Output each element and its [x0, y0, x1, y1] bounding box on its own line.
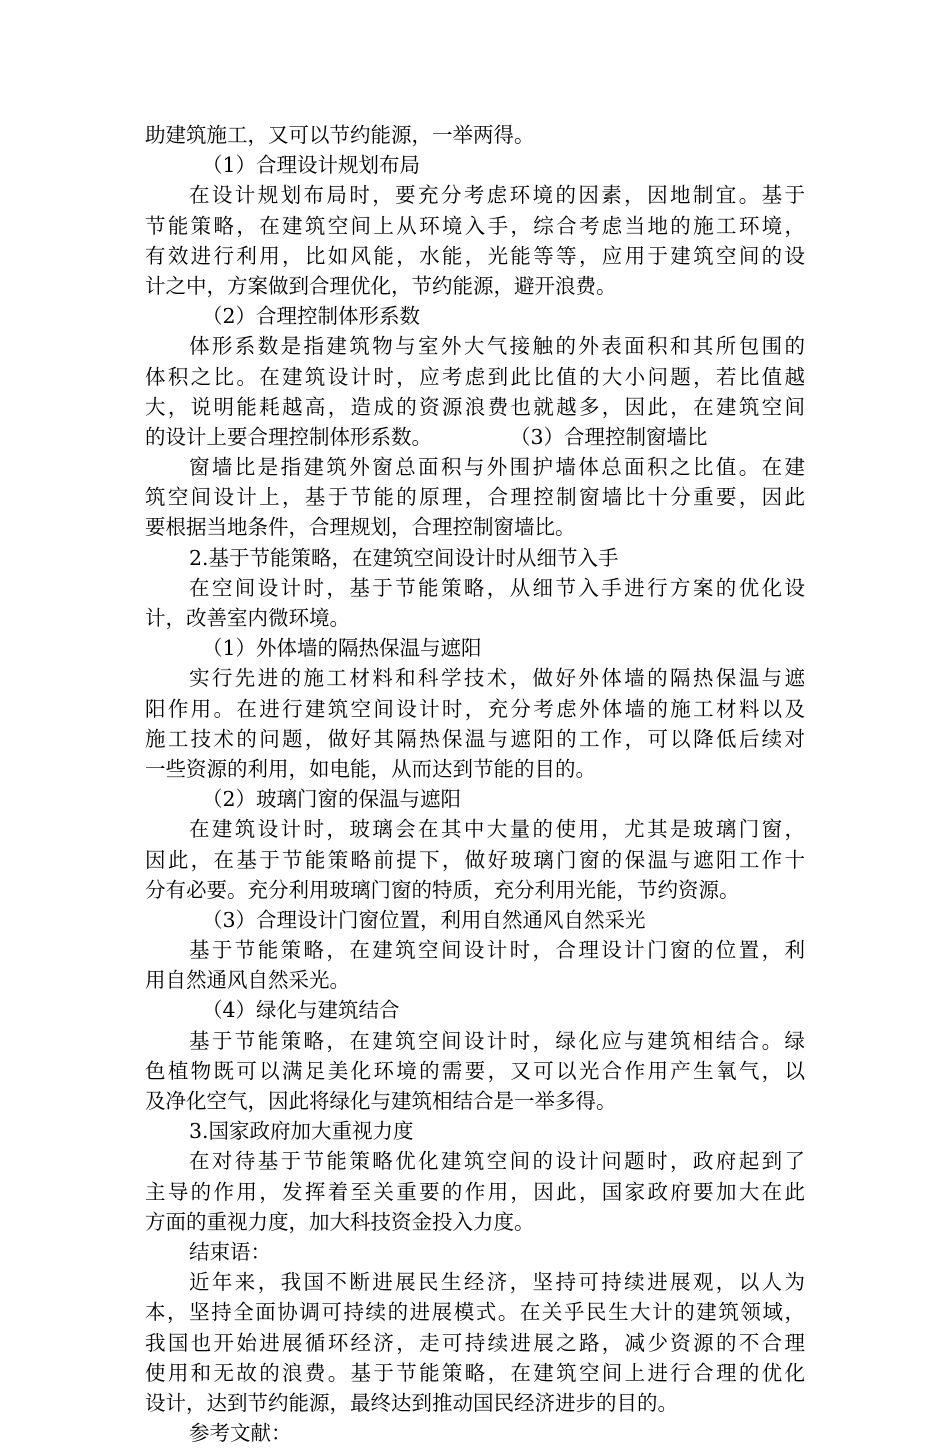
text-line: 有效进行利用，比如风能，水能，光能等等，应用于建筑空间的设	[145, 243, 805, 268]
text-line: 窗墙比是指建筑外窗总面积与外围护墙体总面积之比值。在建	[189, 455, 805, 480]
text-line: 在对待基于节能策略优化建筑空间的设计问题时，政府起到了	[189, 1149, 805, 1174]
subheading: （3）合理控制窗墙比	[510, 424, 708, 449]
section-heading: 参考文献：	[189, 1421, 292, 1446]
text-line: 节能策略，在建筑空间上从环境入手，综合考虑当地的施工环境，	[145, 213, 805, 238]
text-line: 分有必要。充分利用玻璃门窗的特质，充分利用光能，节约资源。	[145, 877, 740, 902]
subheading: （3）合理设计门窗位置，利用自然通风自然采光	[202, 907, 646, 932]
subheading: （2）合理控制体形系数	[202, 304, 421, 329]
text-line: 基于节能策略，在建筑空间设计时，绿化应与建筑相结合。绿	[189, 1028, 805, 1053]
text-line: 要根据当地条件，合理规划，合理控制窗墙比。	[145, 515, 576, 540]
text-line: 本，坚持全面协调可持续的进展模式。在关乎民生大计的建筑领域，	[145, 1300, 805, 1325]
text-line: 助建筑施工，又可以节约能源，一举两得。	[145, 123, 535, 147]
text-line: 因此，在基于节能策略前提下，做好玻璃门窗的保温与遮阳工作十	[145, 847, 805, 872]
text-line	[145, 422, 805, 452]
section-heading: 2.基于节能策略，在建筑空间设计时从细节入手	[189, 545, 619, 570]
text-line: 方面的重视力度，加大科技资金投入力度。	[145, 1209, 535, 1234]
text-line: 计，改善室内微环境。	[145, 606, 350, 630]
text-line: 色植物既可以满足美化环境的需要，又可以光合作用产生氧气，以	[145, 1058, 805, 1083]
text-line: 体形系数是指建筑物与室外大气接触的外表面积和其所包围的	[189, 334, 805, 359]
text-line: 计之中，方案做到合理优化，节约能源，避开浪费。	[145, 273, 617, 298]
text-line: 施工技术的问题，做好其隔热保温与遮阳的工作，可以降低后续对	[145, 726, 805, 751]
body-text	[145, 120, 805, 1448]
text-line: 一些资源的利用，如电能，从而达到节能的目的。	[145, 756, 596, 781]
subheading: （2）玻璃门窗的保温与遮阳	[202, 787, 462, 812]
text-line: 设计，达到节约能源，最终达到推动国民经济进步的目的。	[145, 1390, 678, 1415]
text-line: 基于节能策略，在建筑空间设计时，合理设计门窗的位置，利	[189, 938, 805, 963]
text-line: 在建筑设计时，玻璃会在其中大量的使用，尤其是玻璃门窗，	[189, 817, 805, 842]
section-heading: 3.国家政府加大重视力度	[189, 1119, 414, 1144]
text-line: 筑空间设计上，基于节能的原理，合理控制窗墙比十分重要，因此	[145, 485, 805, 510]
text-line: 实行先进的施工材料和科学技术，做好外体墙的隔热保温与遮	[189, 666, 805, 691]
text-line: 主导的作用，发挥着至关重要的作用，因此，国家政府要加大在此	[145, 1179, 805, 1204]
text-line: 大，说明能耗越高，造成的资源浪费也就越多，因此，在建筑空间	[145, 394, 805, 419]
section-heading: 结束语：	[189, 1239, 271, 1264]
text-segment: 的设计上要合理控制体形系数。	[145, 424, 432, 449]
text-line: 近年来，我国不断进展民生经济，坚持可持续进展观，以人为	[189, 1270, 805, 1295]
text-line: 使用和无故的浪费。基于节能策略，在建筑空间上进行合理的优化	[145, 1360, 805, 1385]
subheading: （1）外体墙的隔热保温与遮阳	[202, 636, 482, 661]
text-line: 体积之比。在建筑设计时，应考虑到此比值的大小问题，若比值越	[145, 364, 805, 389]
text-line: 在空间设计时，基于节能策略，从细节入手进行方案的优化设	[189, 575, 805, 600]
text-line: 阳作用。在进行建筑空间设计时，充分考虑外体墙的施工材料以及	[145, 696, 805, 721]
text-line: 用自然通风自然采光。	[145, 968, 350, 993]
subheading: （4）绿化与建筑结合	[202, 998, 400, 1023]
text-line: 我国也开始进展循环经济，走可持续进展之路，减少资源的不合理	[145, 1330, 805, 1355]
text-line: 在设计规划布局时，要充分考虑环境的因素，因地制宜。基于	[189, 183, 805, 208]
text-line: 及净化空气，因此将绿化与建筑相结合是一举多得。	[145, 1089, 617, 1113]
subheading: （1）合理设计规划布局	[202, 153, 421, 178]
